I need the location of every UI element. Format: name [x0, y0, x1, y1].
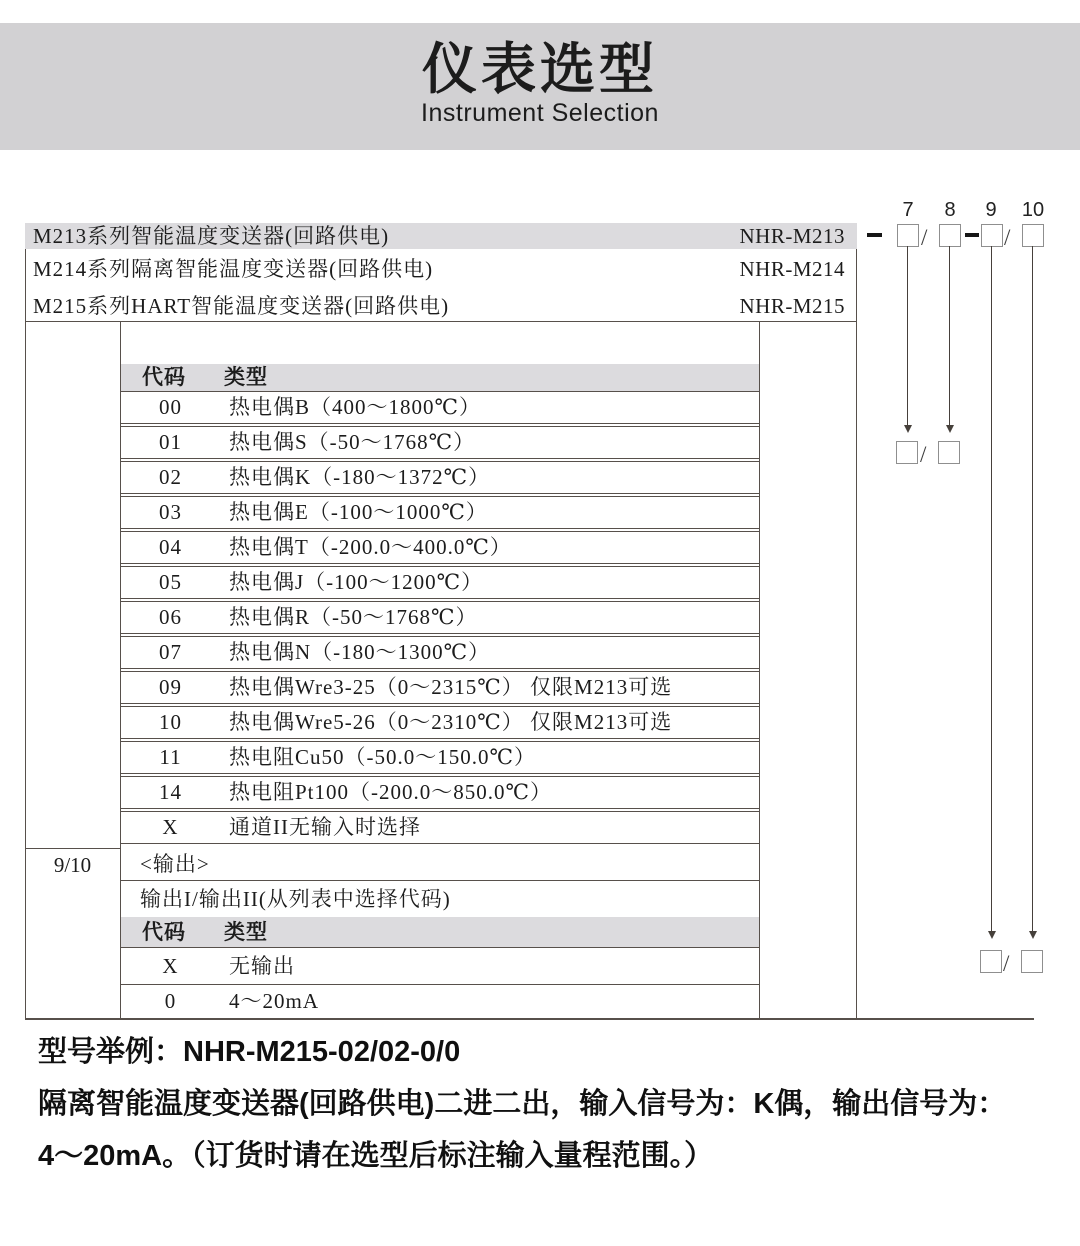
- input-table-rows: [121, 392, 759, 846]
- table-row: [121, 741, 759, 774]
- example-model-line: 型号举例：NHR-M215-02/02-0/0: [38, 1036, 461, 1068]
- dash-icon: [867, 233, 882, 237]
- type-cell: 热电偶R（-50～1768℃）: [229, 605, 478, 629]
- input-code-box-8: [938, 441, 960, 464]
- connector-line-8: [949, 246, 950, 426]
- code-cell: 05: [159, 570, 182, 594]
- table-row: [121, 461, 759, 494]
- model-code: NHR-M214: [739, 257, 845, 281]
- output-code-box-9: [980, 950, 1002, 973]
- table-bottom-border: [25, 1018, 1034, 1020]
- page-title: 仪表选型: [421, 38, 658, 100]
- code-cell: 04: [159, 535, 182, 559]
- output-table-rows: [121, 948, 759, 1018]
- type-cell: 热电偶Wre3-25（0～2315℃） 仅限M213可选: [229, 675, 673, 699]
- selection-box-7: [897, 224, 919, 247]
- title-banner: [0, 23, 1080, 150]
- output-code-box-10: [1021, 950, 1043, 973]
- code-column-header: 代码: [142, 365, 186, 389]
- type-cell: 热电偶T（-200.0～400.0℃）: [229, 535, 512, 559]
- selection-box-8: [939, 224, 961, 247]
- code-cell: 07: [159, 640, 182, 664]
- table-row: [121, 531, 759, 564]
- code-cell: 10: [159, 710, 182, 734]
- code-cell: X: [162, 815, 179, 839]
- type-column-header: 类型: [224, 920, 268, 944]
- type-cell: 热电偶E（-100～1000℃）: [229, 500, 488, 524]
- model-code: NHR-M215: [739, 294, 845, 318]
- selection-box-10: [1022, 224, 1044, 247]
- input-code-box-7: [896, 441, 918, 464]
- table-row: [121, 392, 759, 424]
- model-name: M213系列智能温度变送器(回路供电): [33, 224, 390, 248]
- output-section-subtitle: 输出I/输出II(从列表中选择代码): [140, 887, 451, 911]
- table-row: [121, 496, 759, 529]
- table-row: [121, 948, 759, 985]
- type-cell: 热电偶K（-180～1372℃）: [229, 465, 491, 489]
- model-row-m215: [25, 293, 857, 319]
- slash-separator: /: [921, 225, 928, 250]
- code-cell: 14: [159, 780, 182, 804]
- model-rows-divider: [25, 321, 857, 322]
- code-cell: 03: [159, 500, 182, 524]
- output-section: [121, 849, 759, 1018]
- code-column-header: 代码: [142, 920, 186, 944]
- code-cell: 11: [159, 745, 182, 769]
- arrow-down-icon: [988, 931, 996, 939]
- table-row: [121, 811, 759, 844]
- position-number-7: 7: [902, 199, 914, 221]
- output-section-title: <输出>: [121, 849, 759, 881]
- table-outer-left-border: [25, 249, 26, 1019]
- output-table-header: [121, 917, 759, 948]
- arrow-down-icon: [1029, 931, 1037, 939]
- ordering-example: [38, 1036, 1048, 1192]
- model-row-m213: [25, 223, 857, 249]
- code-cell: X: [162, 954, 179, 978]
- type-cell: 热电阻Cu50（-50.0～150.0℃）: [229, 745, 536, 769]
- table-row: [121, 671, 759, 704]
- slash-separator: /: [920, 442, 927, 467]
- type-cell: 热电偶N（-180～1300℃）: [229, 640, 491, 664]
- connector-line-9: [991, 246, 992, 932]
- code-cell: 0: [164, 989, 177, 1013]
- type-cell: 热电偶B（400～1800℃）: [229, 395, 481, 419]
- page-subtitle: Instrument Selection: [421, 99, 659, 127]
- model-name: M215系列HART智能温度变送器(回路供电): [33, 294, 450, 318]
- code-cell: 02: [159, 465, 182, 489]
- arrow-down-icon: [946, 425, 954, 433]
- position-number-9: 9: [985, 199, 997, 221]
- slash-separator: /: [1004, 225, 1011, 250]
- type-cell: 无输出: [229, 954, 295, 978]
- table-row: [121, 601, 759, 634]
- row-label-divider: [25, 848, 121, 849]
- slash-separator: /: [1003, 951, 1010, 976]
- example-description-line: 隔离智能温度变送器(回路供电)二进二出，输入信号为：K偶，输出信号为：: [38, 1088, 1007, 1120]
- dash-icon: [965, 233, 979, 237]
- table-row: [121, 566, 759, 599]
- code-cell: 09: [159, 675, 182, 699]
- type-cell: 热电偶Wre5-26（0～2310℃） 仅限M213可选: [229, 710, 673, 734]
- arrow-down-icon: [904, 425, 912, 433]
- position-number-10: 10: [1021, 199, 1045, 221]
- model-row-m214: [25, 256, 857, 282]
- type-cell: 热电偶S（-50～1768℃）: [229, 430, 476, 454]
- position-number-8: 8: [944, 199, 956, 221]
- table-row: [121, 636, 759, 669]
- type-cell: 通道II无输入时选择: [229, 815, 421, 839]
- table-row: [121, 426, 759, 459]
- code-cell: 00: [159, 395, 182, 419]
- code-cell: 01: [159, 430, 182, 454]
- table-row: [121, 985, 759, 1018]
- type-column-header: 类型: [224, 365, 268, 389]
- type-cell: 热电偶J（-100～1200℃）: [229, 570, 484, 594]
- model-code: NHR-M213: [739, 224, 845, 248]
- type-cell: 热电阻Pt100（-200.0～850.0℃）: [229, 780, 552, 804]
- input-table-header: [121, 364, 759, 392]
- example-note-line: 4～20mA。（订货时请在选型后标注输入量程范围。）: [38, 1140, 714, 1172]
- code-cell: 06: [159, 605, 182, 629]
- table-row: [121, 706, 759, 739]
- output-position-label: 9/10: [53, 853, 92, 877]
- table-outer-right-border: [856, 249, 857, 1019]
- model-name: M214系列隔离智能温度变送器(回路供电): [33, 257, 434, 281]
- table-row: [121, 776, 759, 809]
- type-cell: 4～20mA: [229, 989, 319, 1013]
- connector-line-7: [907, 246, 908, 426]
- selection-box-9: [981, 224, 1003, 247]
- connector-line-10: [1032, 246, 1033, 932]
- table-inner-right-border: [759, 321, 760, 1019]
